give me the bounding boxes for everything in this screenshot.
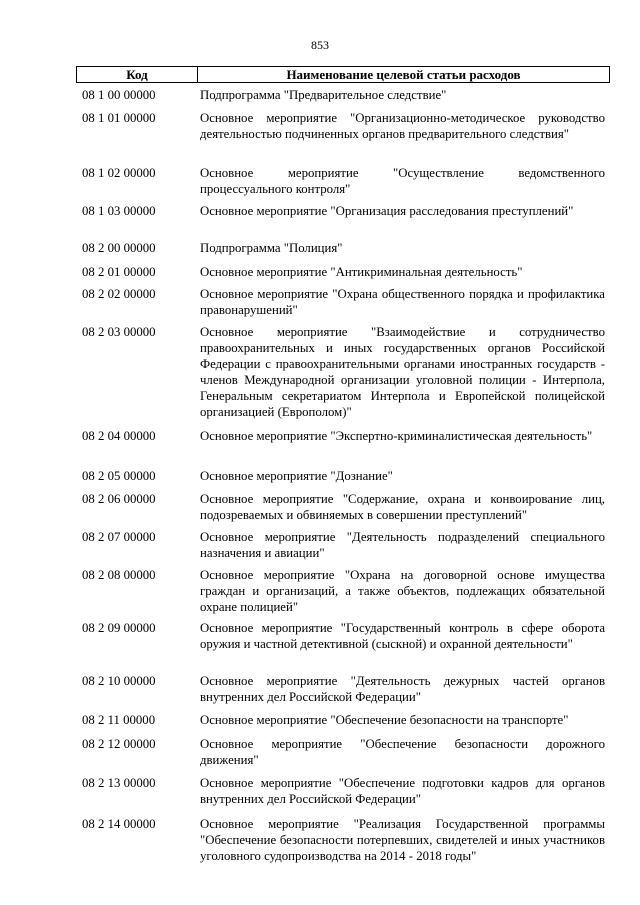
table-row — [82, 491, 610, 523]
row-code: 08 2 13 00000 — [82, 776, 156, 790]
row-code: 08 2 08 00000 — [82, 568, 156, 582]
table-row — [82, 736, 610, 768]
row-code: 08 2 09 00000 — [82, 621, 156, 635]
table-row — [82, 87, 610, 103]
row-name: Основное мероприятие "Обеспечение подготовки кадров для органов внутренних дел Российской Федерации" — [200, 776, 605, 806]
row-name: Подпрограмма "Полиция" — [200, 241, 343, 255]
row-name: Подпрограмма "Предварительное следствие" — [200, 88, 447, 102]
row-name: Основное мероприятие "Деятельность дежурных частей органов внутренних дел Российской Федерации" — [200, 674, 605, 704]
row-code: 08 1 03 00000 — [82, 204, 156, 218]
table-row — [82, 529, 610, 561]
table-row — [82, 428, 610, 444]
row-name: Основное мероприятие "Обеспечение безопасности дорожного движения" — [200, 737, 605, 767]
table-row — [82, 240, 610, 256]
row-code: 08 2 03 00000 — [82, 325, 156, 339]
table-row — [82, 712, 610, 728]
row-code: 08 2 10 00000 — [82, 674, 156, 688]
row-name: Основное мероприятие "Государственный контроль в сфере оборота оружия и частной детективной (сыскной) и охранной деятельности" — [200, 621, 605, 651]
row-code: 08 2 01 00000 — [82, 265, 156, 279]
row-name: Основное мероприятие "Реализация Государственной программы "Обеспечение безопасности потерпевших, свидетелей и иных участников уголовного судопроизводства на 2014 - 2018 годы" — [200, 817, 605, 863]
row-name: Основное мероприятие "Охрана общественного порядка и профилактика правонарушений" — [200, 287, 605, 317]
row-name: Основное мероприятие "Дознание" — [200, 469, 393, 483]
row-code: 08 1 00 00000 — [82, 88, 156, 102]
row-code: 08 2 11 00000 — [82, 713, 156, 727]
table-row — [82, 816, 610, 864]
row-code: 08 2 05 00000 — [82, 469, 156, 483]
row-name: Основное мероприятие "Организация расследования преступлений" — [200, 204, 574, 218]
row-code: 08 2 06 00000 — [82, 492, 156, 506]
table-row — [82, 110, 610, 142]
table-row — [82, 468, 610, 484]
row-code: 08 2 04 00000 — [82, 429, 156, 443]
row-name: Основное мероприятие "Антикриминальная деятельность" — [200, 265, 523, 279]
row-name: Основное мероприятие "Организационно-методическое руководство деятельностью подчиненных органов предварительного следствия" — [200, 111, 605, 141]
row-code: 08 2 07 00000 — [82, 530, 156, 544]
table-row — [82, 324, 610, 420]
row-name: Основное мероприятие "Взаимодействие и сотрудничество правоохранительных и иных государственных органов Российской Федерации с правоохранительными органами иностранных государств - членов Международной организации уголовной полиции - Интерпола, Генеральным секретариатом Интерпола и Европейской полицейской организацией (Европолом)" — [200, 325, 605, 419]
row-name: Основное мероприятие "Содержание, охрана и конвоирование лиц, подозреваемых и обвиняемых в совершении преступлений" — [200, 492, 605, 522]
row-name: Основное мероприятие "Экспертно-криминалистическая деятельность" — [200, 429, 593, 443]
row-name: Основное мероприятие "Охрана на договорной основе имущества граждан и организаций, а также объектов, подлежащих обязательной охране полицией" — [200, 568, 605, 614]
row-code: 08 2 14 00000 — [82, 817, 156, 831]
table-row — [82, 203, 610, 219]
table-row — [82, 673, 610, 705]
column-header-name: Наименование целевой статьи расходов — [286, 67, 521, 82]
row-name: Основное мероприятие "Деятельность подразделений специального назначения и авиации" — [200, 530, 605, 560]
table-row — [82, 567, 610, 615]
row-name: Основное мероприятие "Обеспечение безопасности на транспорте" — [200, 713, 569, 727]
table-row — [82, 264, 610, 280]
page-number: 853 — [311, 38, 329, 52]
table-header — [76, 66, 610, 83]
row-code: 08 2 00 00000 — [82, 241, 156, 255]
column-header-code: Код — [77, 67, 198, 82]
table-row — [82, 286, 610, 318]
table-row — [82, 775, 610, 807]
table-row — [82, 165, 610, 197]
row-code: 08 2 12 00000 — [82, 737, 156, 751]
row-code: 08 1 02 00000 — [82, 166, 156, 180]
row-code: 08 1 01 00000 — [82, 111, 156, 125]
table-row — [82, 620, 610, 652]
row-name: Основное мероприятие "Осуществление ведомственного процессуального контроля" — [200, 166, 605, 196]
row-code: 08 2 02 00000 — [82, 287, 156, 301]
